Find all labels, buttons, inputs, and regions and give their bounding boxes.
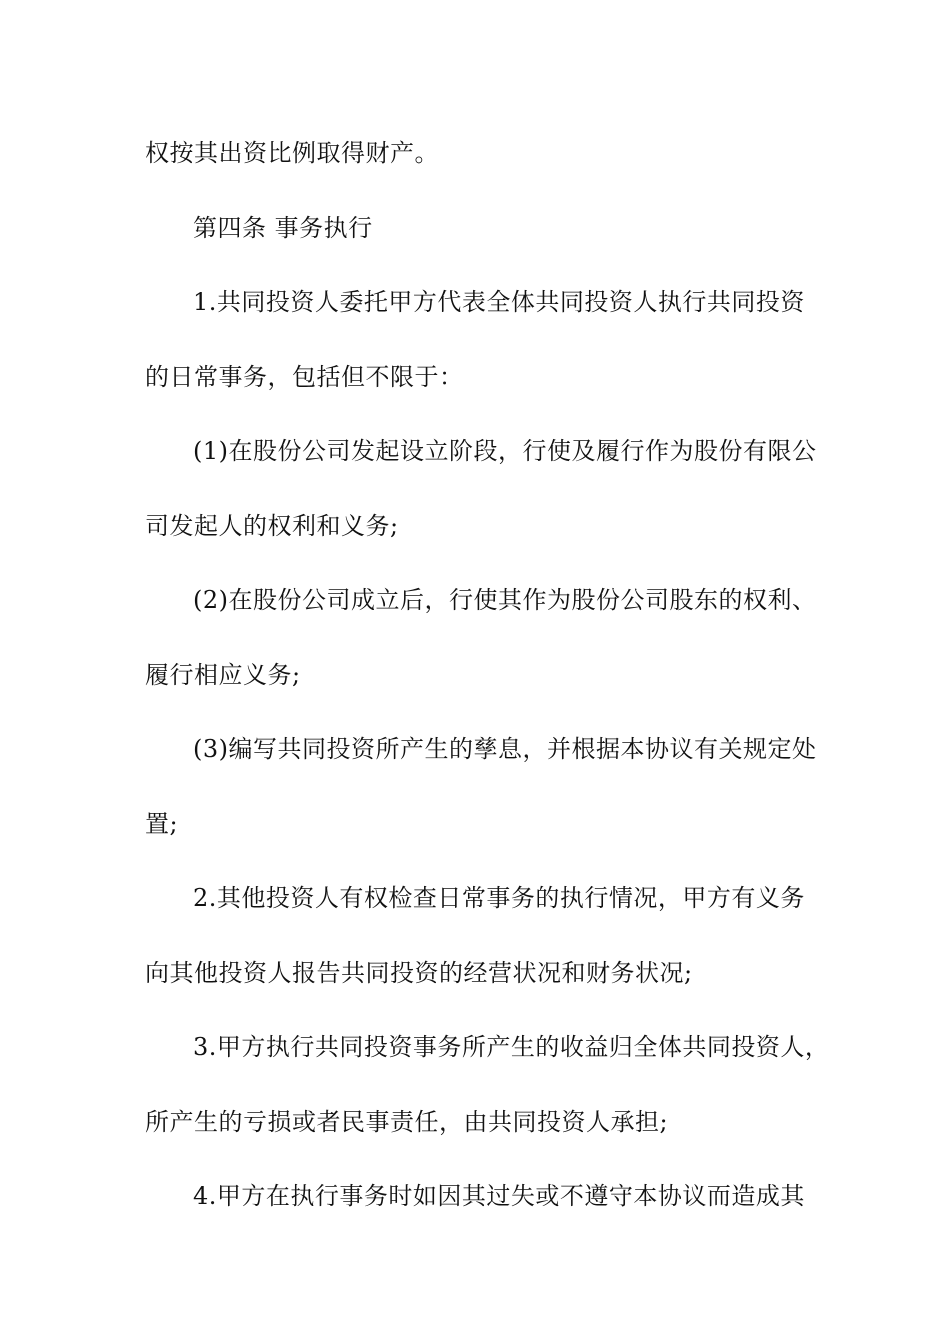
text-line: (3)编写共同投资所产生的孳息，并根据本协议有关规定处 (193, 735, 817, 763)
document-body (145, 128, 835, 1246)
text-line: 2.其他投资人有权检查日常事务的执行情况，甲方有义务 (193, 884, 805, 912)
text-line: (2)在股份公司成立后，行使其作为股份公司股东的权利、 (193, 586, 817, 614)
text-line: 4.甲方在执行事务时如因其过失或不遵守本协议而造成其 (193, 1182, 805, 1210)
text-line: 权按其出资比例取得财产。 (145, 139, 439, 167)
text-line: (1)在股份公司发起设立阶段，行使及履行作为股份有限公 (193, 437, 817, 465)
section-heading: 第四条 事务执行 (193, 213, 373, 242)
text-line: 向其他投资人报告共同投资的经营状况和财务状况; (145, 958, 693, 987)
text-line: 所产生的亏损或者民事责任，由共同投资人承担; (145, 1107, 669, 1136)
text-line: 履行相应义务; (145, 660, 301, 689)
text-line: 1.共同投资人委托甲方代表全体共同投资人执行共同投资 (193, 288, 805, 316)
text-line: 的日常事务，包括但不限于： (145, 362, 464, 391)
text-line: 3.甲方执行共同投资事务所产生的收益归全体共同投资人， (193, 1033, 830, 1061)
text-line: 置; (145, 809, 179, 838)
text-line: 司发起人的权利和义务; (145, 511, 399, 540)
